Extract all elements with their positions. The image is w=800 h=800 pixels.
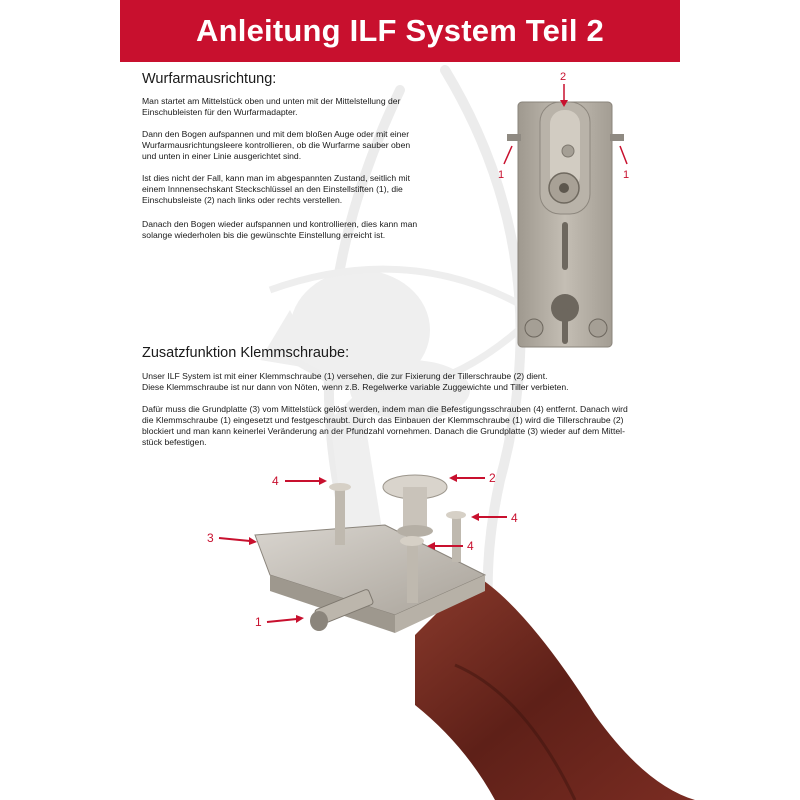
callout-label-4-center: 4 xyxy=(467,539,474,553)
text-line: Einschubleisten für den Wurfarmadapter. xyxy=(142,107,298,117)
text-line: Man startet am Mittelstück oben und unten mit der Mittelstellung der xyxy=(142,96,401,106)
text-line: Einschubsleiste (2) nach links oder rechts verstellen. xyxy=(142,195,343,205)
callout-label-2: 2 xyxy=(560,71,567,83)
text-line: Wurfarmausrichtungsleere kontrollieren, ob die Wurfarme sauber oben xyxy=(142,140,411,150)
paragraph-alignment-start xyxy=(142,96,400,118)
callout-arrow-3 xyxy=(219,538,250,541)
exploded-view-callouts xyxy=(195,465,715,645)
text-line: stück befestigen. xyxy=(142,437,207,447)
paragraph-alignment-repeat xyxy=(142,219,417,241)
callout-label-1-left: 1 xyxy=(498,169,505,181)
callout-label-1-right: 1 xyxy=(623,169,630,181)
paragraph-clamp-install xyxy=(142,404,628,448)
text-line: und unten in einer Linie ausgerichtet sind. xyxy=(142,151,302,161)
text-line: Dafür muss die Grundplatte (3) vom Mittelstück gelöst werden, indem man die Befestigungsschrauben (4) entfernt. Danach wird xyxy=(142,404,628,414)
page-title: Anleitung ILF System Teil 2 xyxy=(196,13,604,48)
title-banner xyxy=(120,0,680,62)
callout-label-1: 1 xyxy=(255,615,262,629)
callout-arrow-1-right xyxy=(620,146,627,164)
text-line: Diese Klemmschraube ist nur dann von Nöten, wenn z.B. Regelwerke variable Zuggewichte und Tiller verbieten. xyxy=(142,382,569,392)
callout-arrowhead-2 xyxy=(560,100,568,107)
callout-label-3: 3 xyxy=(207,531,214,545)
text-line: Unser ILF System ist mit einer Klemmschraube (1) versehen, die zur Fixierung der Tillerschraube (2) dient. xyxy=(142,371,548,381)
mount-screw-right xyxy=(589,319,607,337)
callout-label-4-top: 4 xyxy=(272,474,279,488)
slot-lower xyxy=(562,308,568,344)
callout-arrow-1-left xyxy=(504,146,512,164)
text-line: solange wiederholen bis die gewünschte Einstellung erreicht ist. xyxy=(142,230,386,240)
text-line: einem Innnensechskant Steckschlüssel an den Einstellstiften (1), die xyxy=(142,184,403,194)
callout-label-4-right: 4 xyxy=(511,511,518,525)
callout-arrow-1 xyxy=(267,619,297,622)
limb-pocket-callouts xyxy=(490,68,645,188)
text-line: blockiert und man kann keinerlei Veränderung an der Pfundzahl vornehmen. Danach die Grundplatte (3) wieder auf dem Mittel- xyxy=(142,426,625,436)
section-heading-clamp-screw: Zusatzfunktion Klemmschraube: xyxy=(142,345,350,361)
paragraph-alignment-adjust xyxy=(142,173,410,206)
text-line: Dann den Bogen aufspannen und mit dem bloßen Auge oder mit einer xyxy=(142,129,410,139)
mount-screw-left xyxy=(525,319,543,337)
text-line: Danach den Bogen wieder aufspannen und kontrollieren, dies kann man xyxy=(142,219,418,229)
text-line: Ist dies nicht der Fall, kann man im abgespannten Zustand, seitlich mit xyxy=(142,173,410,183)
callout-label-2: 2 xyxy=(489,471,496,485)
text-line: die Klemmschraube (1) eingesetzt und festgeschraubt. Durch das Einbauen der Klemmschraube (1) wird die Tillerschraube (2) xyxy=(142,415,624,425)
section-heading-alignment: Wurfarmausrichtung: xyxy=(142,71,277,87)
paragraph-alignment-check xyxy=(142,129,410,162)
paragraph-clamp-intro xyxy=(142,371,569,393)
slot-upper xyxy=(562,222,568,270)
